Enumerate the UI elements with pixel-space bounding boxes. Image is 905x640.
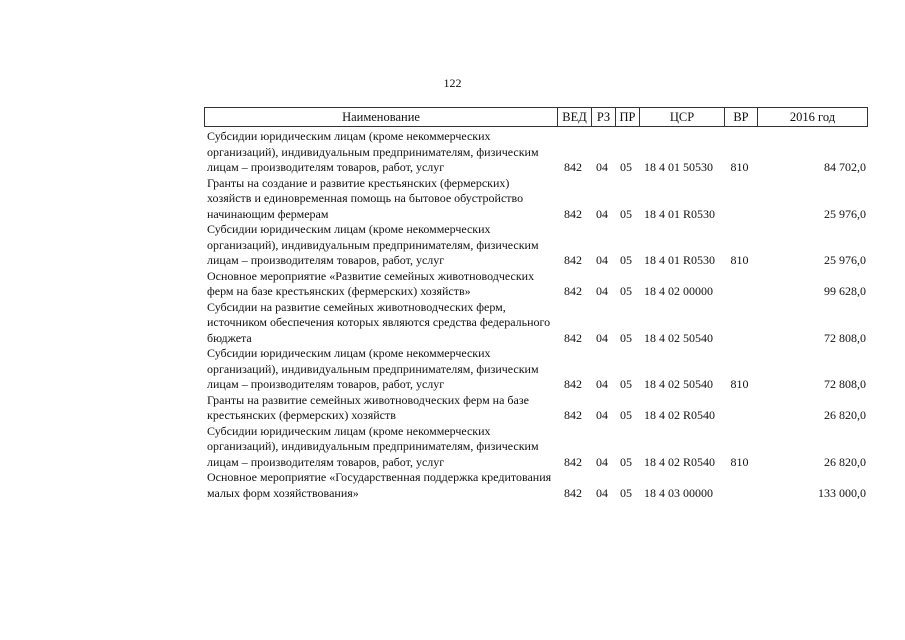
row-amount: 99 628,0 xyxy=(824,284,866,298)
row-csr: 18 4 02 R0540 xyxy=(644,408,716,422)
row-ved: 842 xyxy=(564,284,582,298)
row-csr: 18 4 02 00000 xyxy=(644,284,713,298)
row-amount: 26 820,0 xyxy=(824,454,866,469)
budget-table xyxy=(204,107,868,501)
row-ved: 842 xyxy=(564,408,582,422)
row-name: Субсидии юридическим лицам (кроме некоммерческих организаций), индивидуальным предпринимателям, физическим лицам – производителям товаров, работ, услуг xyxy=(207,346,539,391)
row-csr: 18 4 03 00000 xyxy=(644,485,713,500)
row-ved: 842 xyxy=(564,330,582,345)
row-rz: 04 xyxy=(596,253,608,267)
table-row xyxy=(204,393,868,424)
row-rz: 04 xyxy=(596,284,608,298)
row-rz: 04 xyxy=(596,408,608,422)
row-pr: 05 xyxy=(620,284,632,298)
table-row xyxy=(204,129,868,176)
header-year: 2016 год xyxy=(757,108,867,126)
row-vr: 810 xyxy=(730,377,749,391)
row-amount: 26 820,0 xyxy=(824,408,866,422)
row-pr: 05 xyxy=(620,206,632,221)
row-pr: 05 xyxy=(620,408,632,422)
table-header xyxy=(204,107,868,127)
row-pr: 05 xyxy=(620,330,632,345)
header-name: Наименование xyxy=(342,110,420,124)
row-csr: 18 4 02 50540 xyxy=(644,330,713,345)
row-csr: 18 4 01 R0530 xyxy=(644,206,716,221)
row-ved: 842 xyxy=(564,485,582,500)
row-csr: 18 4 01 R0530 xyxy=(644,253,716,267)
row-amount: 72 808,0 xyxy=(824,330,866,345)
row-csr: 18 4 02 50540 xyxy=(644,377,713,391)
row-amount: 84 702,0 xyxy=(824,160,866,174)
row-name: Субсидии юридическим лицам (кроме некоммерческих организаций), индивидуальным предпринимателям, физическим лицам – производителям товаров, работ, услуг xyxy=(207,129,539,174)
row-name: Субсидии на развитие семейных животноводческих ферм, источником обеспечения которых являются средства федерального бюджета xyxy=(207,299,551,345)
row-amount: 25 976,0 xyxy=(824,253,866,267)
row-name: Субсидии юридическим лицам (кроме некоммерческих организаций), индивидуальным предпринимателям, физическим лицам – производителям товаров, работ, услуг xyxy=(207,423,539,469)
table-row xyxy=(204,346,868,393)
row-ved: 842 xyxy=(564,253,582,267)
row-name: Гранты на развитие семейных животноводческих ферм на базе крестьянских (фермерских) хозяйств xyxy=(207,392,529,422)
row-amount: 25 976,0 xyxy=(824,206,866,221)
table-row xyxy=(204,176,868,223)
header-vr: ВР xyxy=(724,108,757,126)
table-row xyxy=(204,222,868,269)
row-pr: 05 xyxy=(620,485,632,500)
table-row xyxy=(204,424,868,471)
row-vr: 810 xyxy=(730,253,749,267)
row-rz: 04 xyxy=(596,330,608,345)
row-rz: 04 xyxy=(596,377,608,391)
row-vr: 810 xyxy=(730,454,749,469)
row-name: Основное мероприятие «Государственная поддержка кредитования малых форм хозяйствования» xyxy=(207,470,552,500)
page-number: 122 xyxy=(443,76,462,90)
row-pr: 05 xyxy=(620,454,632,469)
row-ved: 842 xyxy=(564,377,582,391)
row-ved: 842 xyxy=(564,160,582,174)
row-csr: 18 4 01 50530 xyxy=(644,160,713,174)
row-name: Гранты на создание и развитие крестьянских (фермерских) хозяйств и единовременная помощь на бытовое обустройство начинающим фермерам xyxy=(207,175,524,221)
row-csr: 18 4 02 R0540 xyxy=(644,454,716,469)
row-rz: 04 xyxy=(596,485,608,500)
row-vr: 810 xyxy=(730,160,749,174)
table-row xyxy=(204,300,868,347)
row-name: Основное мероприятие «Развитие семейных животноводческих ферм на базе крестьянских (фермерских) хозяйств» xyxy=(207,268,535,298)
row-amount: 72 808,0 xyxy=(824,377,866,391)
row-rz: 04 xyxy=(596,206,608,221)
row-pr: 05 xyxy=(620,253,632,267)
header-ved: ВЕД xyxy=(557,108,591,126)
row-rz: 04 xyxy=(596,160,608,174)
row-name: Субсидии юридическим лицам (кроме некоммерческих организаций), индивидуальным предпринимателям, физическим лицам – производителям товаров, работ, услуг xyxy=(207,222,539,267)
row-pr: 05 xyxy=(620,377,632,391)
row-amount: 133 000,0 xyxy=(818,485,866,500)
row-ved: 842 xyxy=(564,454,582,469)
row-pr: 05 xyxy=(620,160,632,174)
row-ved: 842 xyxy=(564,206,582,221)
header-pr: ПР xyxy=(615,108,639,126)
header-csr: ЦСР xyxy=(639,108,724,126)
table-row xyxy=(204,269,868,300)
row-rz: 04 xyxy=(596,454,608,469)
table-row xyxy=(204,470,868,501)
header-rz: РЗ xyxy=(591,108,615,126)
